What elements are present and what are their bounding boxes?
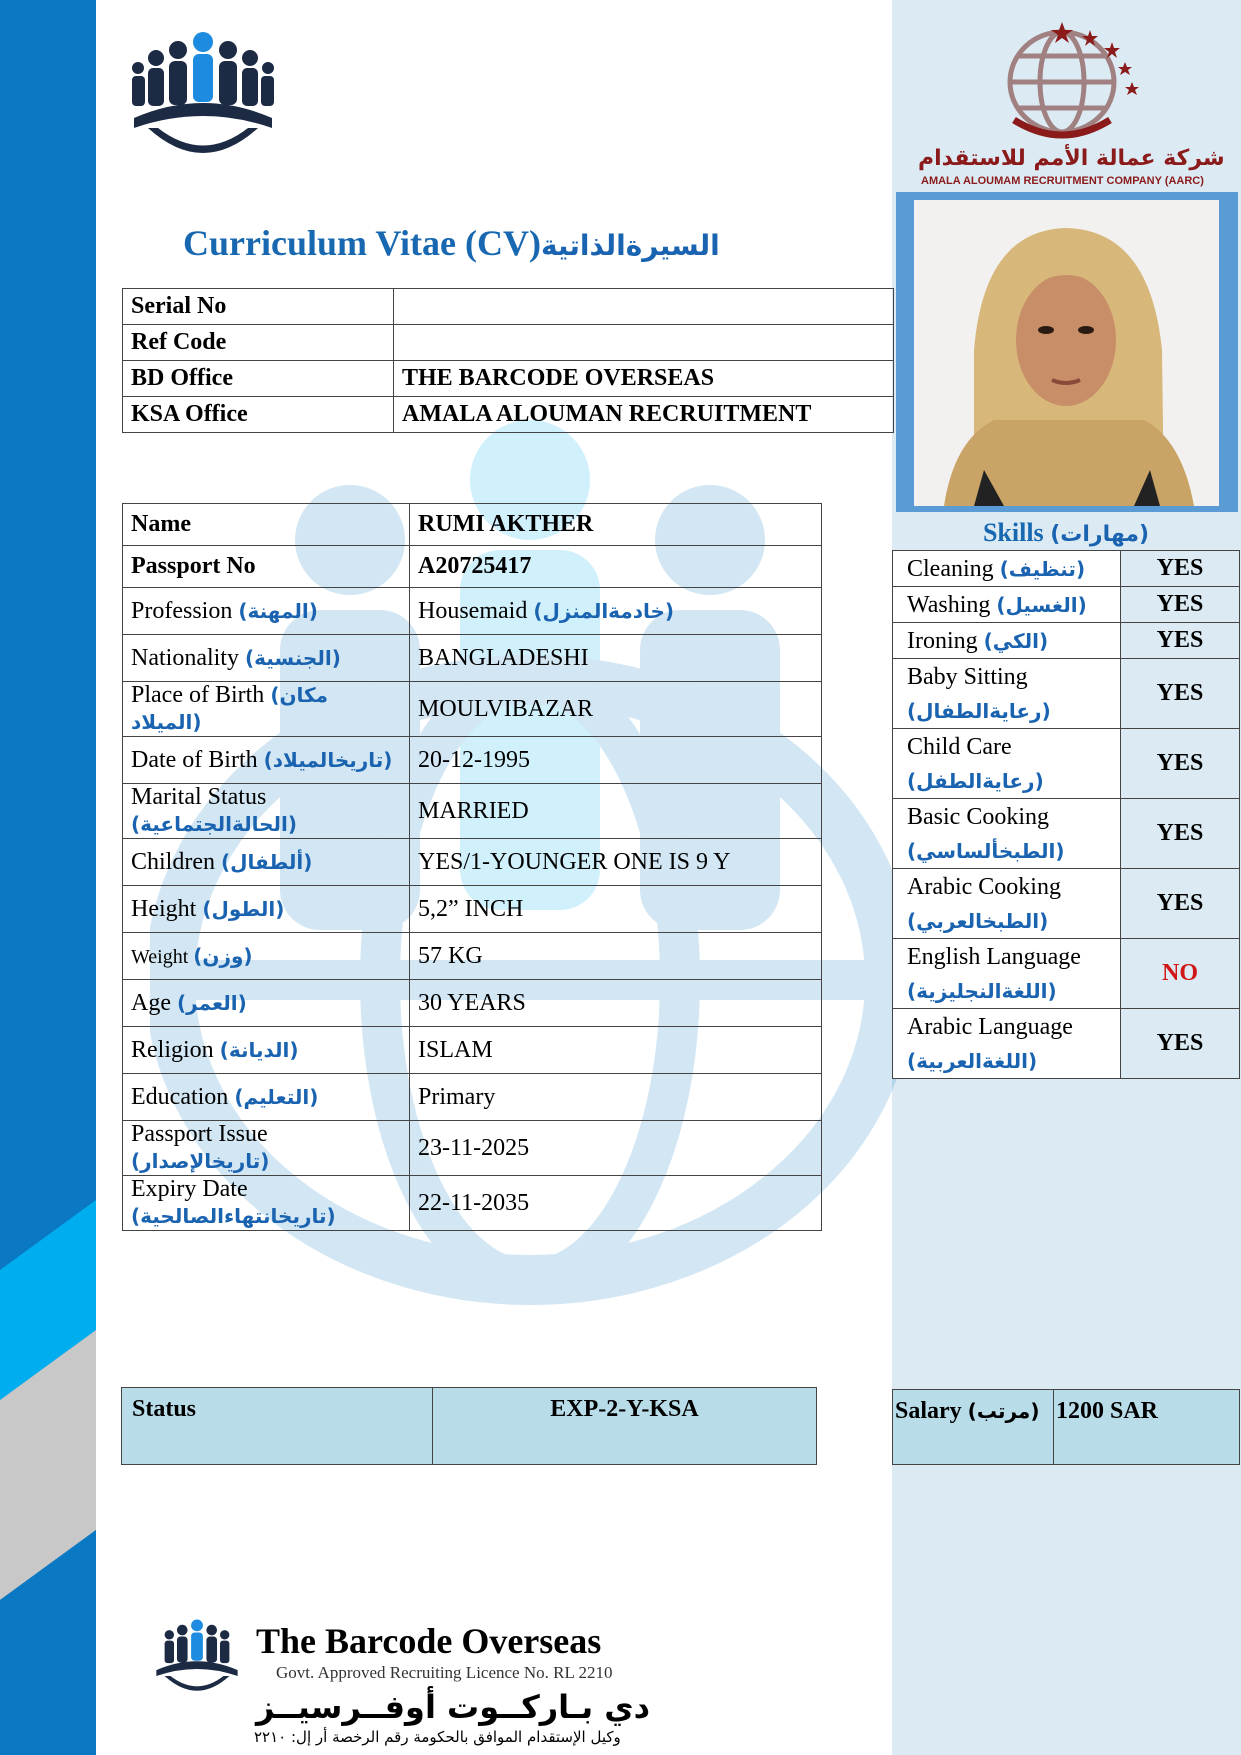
personal-row (123, 980, 822, 1027)
personal-label-arabic: (مكان الميلاد) (131, 683, 329, 734)
personal-row (123, 1027, 822, 1074)
footer-licence-arabic: وكيل الإستقدام الموافق بالحكومة رقم الرخصة أر إل: ٢٢١٠ (254, 1728, 621, 1746)
skill-label-arabic: (اللغةالنجليزية) (907, 978, 1057, 1003)
salary-label-text: Salary (895, 1398, 968, 1424)
skill-label: Cleaning (907, 555, 1000, 582)
personal-label: Profession (131, 597, 239, 624)
personal-value-cell (410, 682, 822, 737)
skill-value: YES (1121, 587, 1240, 623)
skill-row (893, 729, 1240, 799)
skill-label-cell (893, 587, 1121, 623)
personal-value: A20725417 (418, 553, 532, 579)
footer-agency-name: The Barcode Overseas (256, 1621, 602, 1661)
personal-value: ISLAM (418, 1036, 493, 1063)
skill-label-arabic: (رعايةالطفل) (907, 768, 1044, 793)
skill-label-arabic: (الطبخالعربي) (907, 908, 1049, 933)
personal-label: Weight (131, 945, 194, 968)
personal-label-cell (123, 546, 410, 588)
skill-label-arabic: (تنظيف) (999, 556, 1086, 581)
personal-label-cell (123, 1027, 410, 1074)
skills-table (892, 516, 1240, 1079)
salary-label (893, 1390, 1054, 1465)
personal-label-arabic: (ألطفال) (221, 849, 313, 874)
personal-value-cell (410, 504, 822, 546)
office-row (123, 361, 894, 397)
personal-label: Name (131, 511, 191, 537)
personal-value-cell (410, 1074, 822, 1121)
personal-label: Height (131, 895, 203, 922)
personal-row (123, 1176, 822, 1231)
personal-label: Age (131, 989, 177, 1016)
office-label: BD Office (123, 361, 394, 397)
personal-value-cell (410, 737, 822, 784)
title-arabic: السيرةالذاتية (540, 229, 720, 262)
personal-label-arabic: (الطول) (202, 896, 285, 921)
personal-row (123, 635, 822, 682)
skill-label-cell (893, 551, 1121, 587)
personal-label-arabic: (تاريخانتهاءالصالحية) (131, 1204, 336, 1228)
personal-row (123, 784, 822, 839)
skill-label-cell (893, 729, 1121, 799)
company-name-arabic: شركة عمالة الأمم للاستقدام (918, 146, 1225, 171)
skill-value: YES (1121, 551, 1240, 587)
personal-value-cell (410, 1027, 822, 1074)
skill-row (893, 869, 1240, 939)
office-value (394, 289, 894, 325)
personal-label-arabic: (العمر) (176, 990, 247, 1015)
left-band-stripes (0, 1180, 96, 1755)
personal-label: Children (131, 848, 221, 875)
personal-value-cell (410, 546, 822, 588)
personal-row (123, 504, 822, 546)
personal-label-arabic: (الحالةالجتماعية) (131, 812, 298, 836)
personal-row (123, 886, 822, 933)
skill-value: YES (1121, 623, 1240, 659)
personal-value-cell (410, 839, 822, 886)
personal-label: Education (131, 1083, 235, 1110)
skill-label-arabic: (اللغةالعربية) (907, 1048, 1038, 1073)
office-label: Ref Code (123, 325, 394, 361)
salary-value: 1200 SAR (1054, 1390, 1240, 1465)
personal-value-cell (410, 635, 822, 682)
personal-value-arabic: (خادمةالمنزل) (533, 598, 675, 623)
personal-value: Housemaid (418, 597, 534, 624)
personal-label: Date of Birth (131, 746, 264, 773)
personal-value-cell (410, 1121, 822, 1176)
personal-label-cell (123, 886, 410, 933)
personal-row (123, 737, 822, 784)
skill-value: YES (1121, 799, 1240, 869)
personal-value: 22-11-2035 (418, 1189, 530, 1216)
salary-table (892, 1389, 1240, 1465)
personal-label: Marital Status (131, 784, 267, 810)
personal-label-cell (123, 635, 410, 682)
personal-row (123, 1074, 822, 1121)
personal-label-cell (123, 504, 410, 546)
personal-label-cell (123, 1121, 410, 1176)
company-globe-logo (1000, 20, 1150, 140)
skill-label-cell (893, 869, 1121, 939)
personal-row (123, 1121, 822, 1176)
personal-label-cell (123, 737, 410, 784)
skill-label: Baby Sitting (907, 663, 1028, 690)
skill-row (893, 659, 1240, 729)
office-label: KSA Office (123, 397, 394, 433)
skill-label-cell (893, 623, 1121, 659)
skill-value: YES (1121, 869, 1240, 939)
skill-label-cell (893, 939, 1121, 1009)
skill-label-cell (893, 659, 1121, 729)
personal-value: 23-11-2025 (418, 1134, 530, 1161)
personal-label: Passport No (131, 553, 256, 579)
skill-label-arabic: (الغسيل) (996, 592, 1087, 617)
personal-label-arabic: (تاريخالميلاد) (263, 747, 393, 772)
candidate-photo (914, 200, 1219, 506)
personal-label: Place of Birth (131, 682, 271, 708)
office-value (394, 325, 894, 361)
skill-value: YES (1121, 1009, 1240, 1079)
skill-value: NO (1121, 939, 1240, 1009)
office-value: THE BARCODE OVERSEAS (394, 361, 894, 397)
personal-value: BANGLADESHI (418, 644, 589, 671)
personal-label-arabic: (تاريخالإصدار) (131, 1149, 270, 1173)
personal-value-cell (410, 784, 822, 839)
personal-label-arabic: (الجنسية) (244, 645, 341, 670)
personal-row (123, 839, 822, 886)
personal-value: 30 YEARS (418, 989, 526, 1016)
footer-agency-arabic: دي بـاركــوت أوفــرسيــز (256, 1688, 651, 1726)
company-name-english: AMALA ALOUMAM RECRUITMENT COMPANY (AARC) (921, 175, 1204, 187)
personal-info-table (122, 503, 822, 1231)
personal-label-arabic: (وزن) (193, 943, 253, 968)
skill-row (893, 551, 1240, 587)
personal-label-cell (123, 588, 410, 635)
skill-label: Basic Cooking (907, 803, 1049, 830)
personal-value-cell (410, 1176, 822, 1231)
skill-row (893, 799, 1240, 869)
office-value: AMALA ALOUMAN RECRUITMENT (394, 397, 894, 433)
personal-label-cell (123, 839, 410, 886)
office-info-table (122, 288, 894, 433)
skill-label: Washing (907, 591, 997, 618)
personal-label-arabic: (التعليم) (234, 1084, 319, 1109)
office-label: Serial No (123, 289, 394, 325)
personal-label: Passport Issue (131, 1121, 268, 1147)
personal-value: Primary (418, 1083, 496, 1110)
personal-value-cell (410, 933, 822, 980)
office-row (123, 397, 894, 433)
skill-label-arabic: (الطبخألساسي) (907, 838, 1065, 863)
personal-label-cell (123, 980, 410, 1027)
skill-label-arabic: (الكي) (983, 628, 1049, 653)
personal-label-cell (123, 784, 410, 839)
personal-row (123, 682, 822, 737)
status-value: EXP-2-Y-KSA (433, 1388, 817, 1465)
personal-value-cell (410, 980, 822, 1027)
skill-row (893, 623, 1240, 659)
personal-value: RUMI AKTHER (418, 511, 594, 537)
skill-value: YES (1121, 659, 1240, 729)
personal-label: Expiry Date (131, 1176, 248, 1202)
title-english: Curriculum Vitae (CV) (183, 223, 541, 263)
skill-value: YES (1121, 729, 1240, 799)
personal-row (123, 933, 822, 980)
personal-value-cell (410, 886, 822, 933)
skill-label: English Language (907, 943, 1081, 970)
personal-value: MOULVIBAZAR (418, 695, 594, 722)
skill-label: Ironing (907, 627, 984, 654)
personal-label-cell (123, 1176, 410, 1231)
salary-label-arabic: (مرتب) (967, 1399, 1040, 1423)
personal-label-cell (123, 1074, 410, 1121)
personal-label-arabic: (المهنة) (238, 598, 318, 623)
footer-licence: Govt. Approved Recruiting Licence No. RL 2210 (276, 1663, 613, 1682)
personal-value: 57 KG (418, 942, 483, 969)
personal-label-cell (123, 933, 410, 980)
personal-label-cell (123, 682, 410, 737)
status-label: Status (122, 1388, 433, 1465)
footer-people-logo (154, 1616, 240, 1696)
skill-row (893, 939, 1240, 1009)
personal-value: MARRIED (418, 797, 529, 824)
skill-row (893, 1009, 1240, 1079)
personal-label-arabic: (الديانة) (219, 1037, 299, 1062)
personal-value: 5,2” INCH (418, 895, 524, 922)
personal-label: Religion (131, 1036, 220, 1063)
skill-label: Child Care (907, 733, 1012, 760)
personal-row (123, 588, 822, 635)
skills-header-label: Skills (982, 518, 1051, 547)
personal-value-cell (410, 588, 822, 635)
skills-header (893, 516, 1240, 551)
skill-label: Arabic Language (907, 1013, 1073, 1040)
people-logo (130, 28, 276, 160)
skill-label-cell (893, 799, 1121, 869)
skill-label: Arabic Cooking (907, 873, 1061, 900)
page-title (183, 222, 720, 264)
skill-label-arabic: (رعايةالطفال) (907, 698, 1051, 723)
personal-row (123, 546, 822, 588)
skill-row (893, 587, 1240, 623)
personal-value: YES/1-YOUNGER ONE IS 9 Y (418, 848, 731, 875)
office-row (123, 325, 894, 361)
personal-value: 20-12-1995 (418, 746, 530, 773)
skill-label-cell (893, 1009, 1121, 1079)
office-row (123, 289, 894, 325)
skills-header-arabic: (مهارات) (1050, 522, 1150, 547)
personal-label: Nationality (131, 644, 245, 671)
status-table (121, 1387, 817, 1465)
